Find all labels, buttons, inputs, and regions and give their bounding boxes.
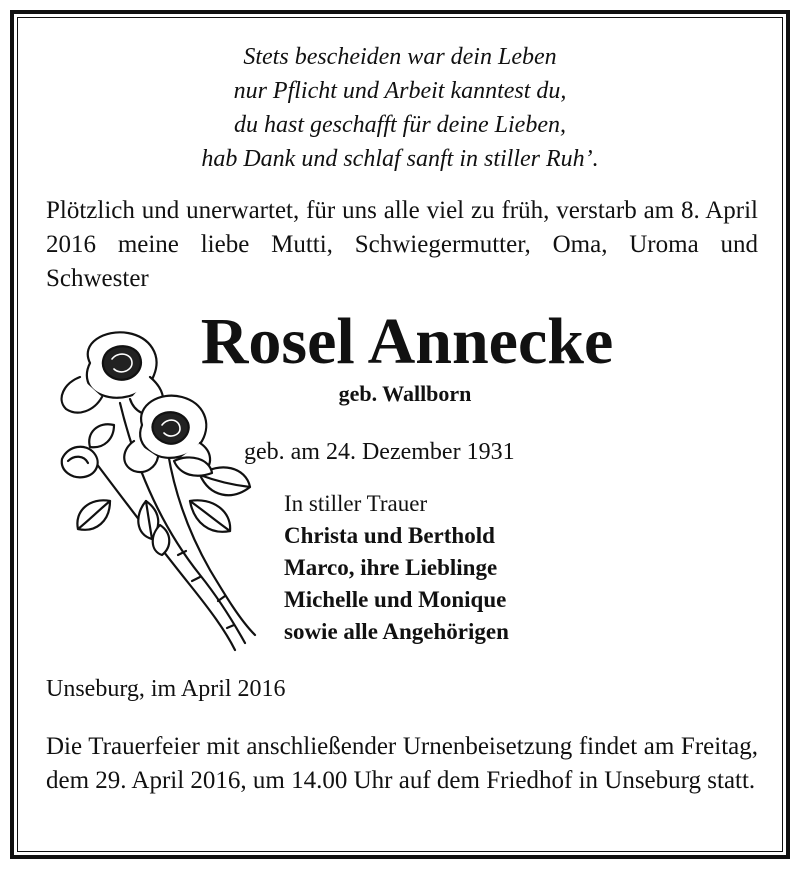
birth-date: geb. am 24. Dezember 1931 <box>244 439 515 465</box>
poem-line: nur Pflicht und Arbeit kanntest du, <box>233 78 567 104</box>
mourners-block <box>284 488 509 648</box>
mourner-name: sowie alle Angehörigen <box>284 619 509 644</box>
roses-illustration <box>50 325 270 665</box>
ceremony-notice: Die Trauerfeier mit anschließender Urnenbeisetzung findet am Freitag, dem 29. April 2016, um 14.00 Uhr auf dem Friedhof in Unseburg statt. <box>46 733 758 794</box>
rose-bud-icon <box>62 447 98 478</box>
birth-name: geb. Wallborn <box>338 381 472 406</box>
mourner-name: Marco, ihre Lieblinge <box>284 555 498 580</box>
memorial-poem <box>0 40 800 176</box>
leaf-icon <box>89 424 114 447</box>
mourner-name: Michelle und Monique <box>284 587 507 612</box>
rose-flower-icon <box>62 332 163 414</box>
deceased-name: Rosel Annecke <box>200 305 614 378</box>
mourners-heading: In stiller Trauer <box>284 491 428 516</box>
mourner-name: Christa und Berthold <box>284 523 495 548</box>
death-announcement: Plötzlich und unerwartet, für uns alle viel zu früh, verstarb am 8. April 2016 meine liebe Mutti, Schwiegermutter, Oma, Uroma und Schwester <box>46 197 758 292</box>
poem-line: hab Dank und schlaf sanft in stiller Ruh’. <box>201 146 599 172</box>
poem-line: Stets bescheiden war dein Leben <box>243 44 557 70</box>
poem-line: du hast geschafft für deine Lieben, <box>234 112 566 138</box>
leaf-icon <box>153 525 170 555</box>
place-and-date: Unseburg, im April 2016 <box>46 676 286 702</box>
